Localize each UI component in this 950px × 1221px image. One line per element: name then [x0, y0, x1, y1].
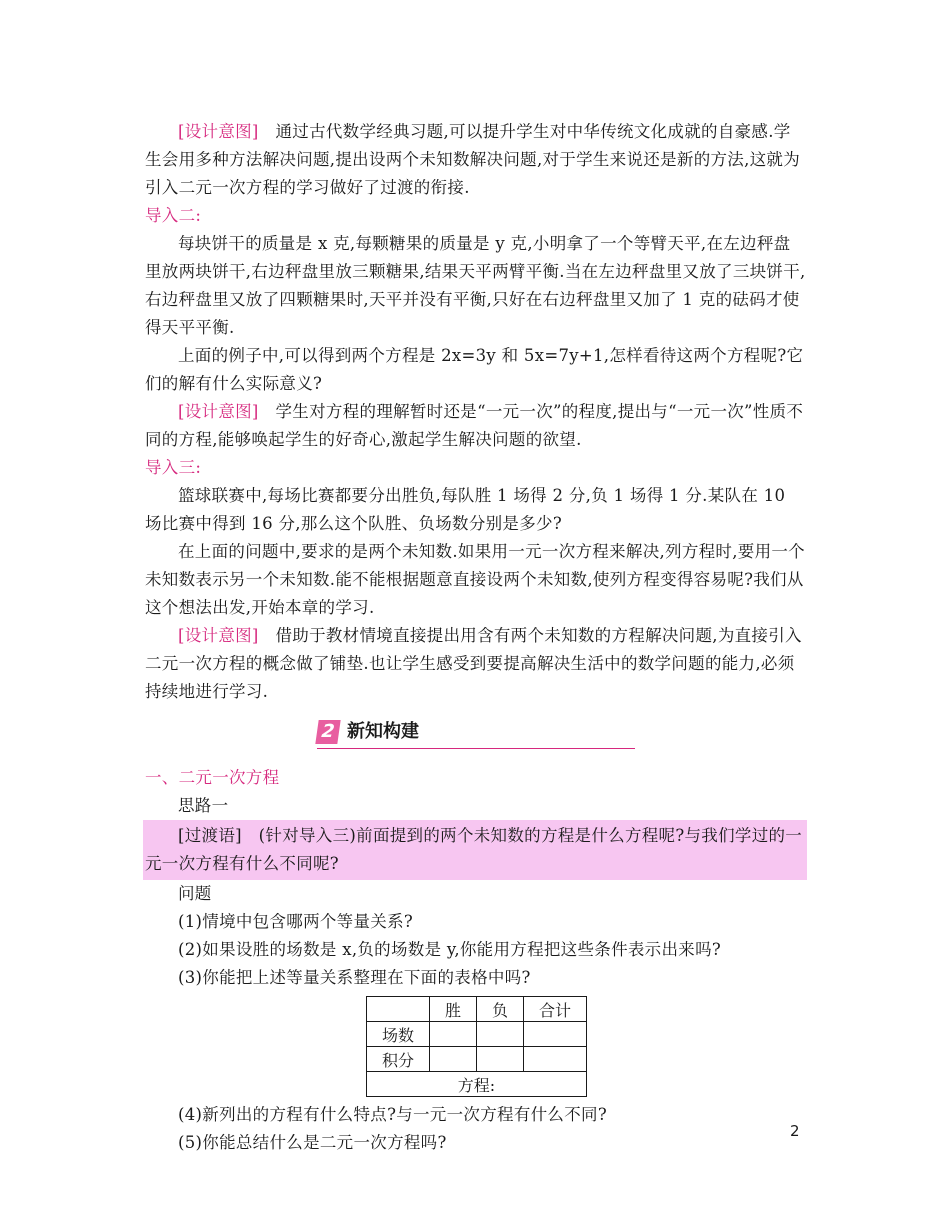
design-intent-3: [145, 622, 807, 706]
question-3: (3)你能把上述等量关系整理在下面的表格中吗?: [178, 968, 531, 987]
page-number: 2: [790, 1122, 800, 1140]
equation-table: [366, 996, 587, 1097]
document-body: [145, 118, 807, 1157]
intro2-paragraph-1: 每块饼干的质量是 x 克,每颗糖果的质量是 y 克,小明拿了一个等臂天平,在左边秤盘里放两块饼干,右边秤盘里放三颗糖果,结果天平两臂平衡.当在左边秤盘里又放了三块饼干,右边秤盘里又放了四颗糖果时,天平并没有平衡,只好在右边秤盘里又加了 1 克的砝码才使得天平平衡.: [145, 234, 806, 337]
table-row: [367, 1022, 587, 1047]
transition-box: [过渡语] (针对导入三)前面提到的两个未知数的方程是什么方程呢?与我们学过的一元一次方程有什么不同呢?: [143, 820, 807, 880]
intro3-heading: 导入三:: [145, 458, 202, 477]
table-row: [367, 1047, 587, 1072]
table-header-row: [367, 997, 587, 1022]
equation-table-wrap: [366, 996, 807, 1097]
table-cell: [430, 1022, 477, 1047]
intro3-paragraph-1: 篮球联赛中,每场比赛都要分出胜负,每队胜 1 场得 2 分,负 1 场得 1 分.某队在 10 场比赛中得到 16 分,那么这个队胜、负场数分别是多少?: [145, 486, 786, 533]
intro2-paragraph-2: 上面的例子中,可以得到两个方程是 2x=3y 和 5x=7y+1,怎样看待这两个方程呢?它们的解有什么实际意义?: [145, 346, 804, 393]
design-intent-2: [145, 398, 807, 454]
table-header-cell: 负: [477, 997, 524, 1022]
banner-title: 新知构建: [347, 721, 419, 742]
table-header-cell: [367, 997, 430, 1022]
table-cell: [430, 1047, 477, 1072]
question-5: (5)你能总结什么是二元一次方程吗?: [178, 1133, 447, 1152]
design-intent-1: [145, 118, 807, 202]
path-label: 思路一: [178, 796, 229, 815]
table-cell: [524, 1047, 587, 1072]
question-label: 问题: [178, 884, 212, 903]
question-1: (1)情境中包含哪两个等量关系?: [178, 912, 414, 931]
question-4: (4)新列出的方程有什么特点?与一元一次方程有什么不同?: [178, 1105, 607, 1124]
section-banner: [145, 714, 807, 758]
table-row-label: 积分: [367, 1047, 430, 1072]
design-intent-text: 学生对方程的理解暂时还是“一元一次”的程度,提出与“一元一次”性质不同的方程,能够唤起学生的好奇心,激起学生解决问题的欲望.: [145, 402, 804, 449]
intro3-paragraph-2: 在上面的问题中,要求的是两个未知数.如果用一元一次方程来解决,列方程时,要用一个未知数表示另一个未知数.能不能根据题意直接设两个未知数,使列方程变得容易呢?我们从这个想法出发,开始本章的学习.: [145, 542, 805, 617]
design-intent-text: 借助于教材情境直接提出用含有两个未知数的方程解决问题,为直接引入二元一次方程的概念做了铺垫.也让学生感受到要提高解决生活中的数学问题的能力,必须持续地进行学习.: [145, 626, 802, 701]
table-header-cell: 合计: [524, 997, 587, 1022]
design-intent-tag: [设计意图]: [178, 402, 259, 421]
intro2-heading: 导入二:: [145, 206, 202, 225]
table-footer-cell: 方程:: [367, 1072, 587, 1097]
table-footer-row: [367, 1072, 587, 1097]
banner-underline: [317, 718, 635, 749]
table-row-label: 场数: [367, 1022, 430, 1047]
design-intent-tag: [设计意图]: [178, 122, 259, 141]
table-cell: [477, 1022, 524, 1047]
section1-heading: 一、二元一次方程: [145, 768, 280, 787]
design-intent-tag: [设计意图]: [178, 626, 259, 645]
question-2: (2)如果设胜的场数是 x,负的场数是 y,你能用方程把这些条件表示出来吗?: [178, 940, 722, 959]
banner-number-badge: 2: [315, 720, 340, 744]
table-header-cell: 胜: [430, 997, 477, 1022]
table-cell: [477, 1047, 524, 1072]
design-intent-text: 通过古代数学经典习题,可以提升学生对中华传统文化成就的自豪感.学生会用多种方法解决问题,提出设两个未知数解决问题,对于学生来说还是新的方法,这就为引入二元一次方程的学习做好了过渡的衔接.: [145, 122, 801, 197]
table-cell: [524, 1022, 587, 1047]
